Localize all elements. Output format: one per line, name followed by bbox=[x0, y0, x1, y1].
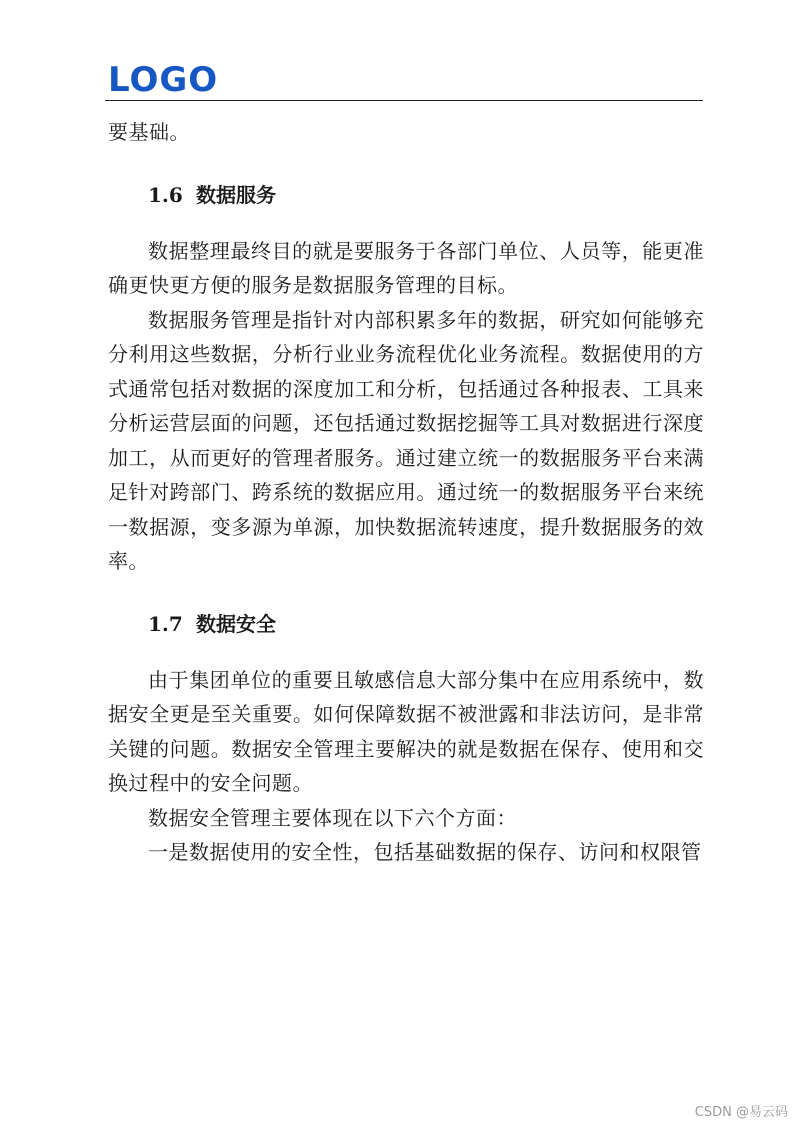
lead-paragraph: 要基础。 bbox=[108, 120, 190, 144]
document-body bbox=[108, 115, 704, 870]
logo: LOGO bbox=[108, 60, 219, 100]
paragraph: 数据服务管理是指针对内部积累多年的数据，研究如何能够充分利用这些数据，分析行业业务流程优化业务流程。数据使用的方式通常包括对数据的深度加工和分析，包括通过各种报表、工具来分析运营层面的问题，还包括通过数据挖掘等工具对数据进行深度加工，从而更好的管理者服务。通过建立统一的数据服务平台来满足针对跨部门、跨系统的数据应用。通过统一的数据服务平台来统一数据源，变多源为单源，加快数据流转速度，提升数据服务的效率。 bbox=[108, 307, 704, 573]
paragraph: 数据整理最终目的就是要服务于各部门单位、人员等，能更准确更快更方便的服务是数据服务管理的目标。 bbox=[108, 238, 704, 297]
paragraph: 由于集团单位的重要且敏感信息大部分集中在应用系统中，数据安全更是至关重要。如何保障数据不被泄露和非法访问，是非常关键的问题。数据安全管理主要解决的就是数据在保存、使用和交换过程中的安全问题。 bbox=[108, 667, 704, 795]
section-heading-1-6 bbox=[108, 178, 704, 212]
section-title: 数据安全 bbox=[196, 611, 276, 636]
paragraph: 一是数据使用的安全性，包括基础数据的保存、访问和权限管 bbox=[148, 840, 702, 864]
header-divider bbox=[105, 100, 703, 101]
paragraph: 数据安全管理主要体现在以下六个方面： bbox=[148, 805, 517, 830]
section-number: 1.7 bbox=[148, 611, 183, 636]
section-title: 数据服务 bbox=[196, 182, 276, 207]
section-heading-1-7 bbox=[108, 607, 704, 641]
section-number: 1.6 bbox=[148, 182, 183, 207]
watermark: CSDN @易云码 bbox=[694, 1105, 788, 1120]
